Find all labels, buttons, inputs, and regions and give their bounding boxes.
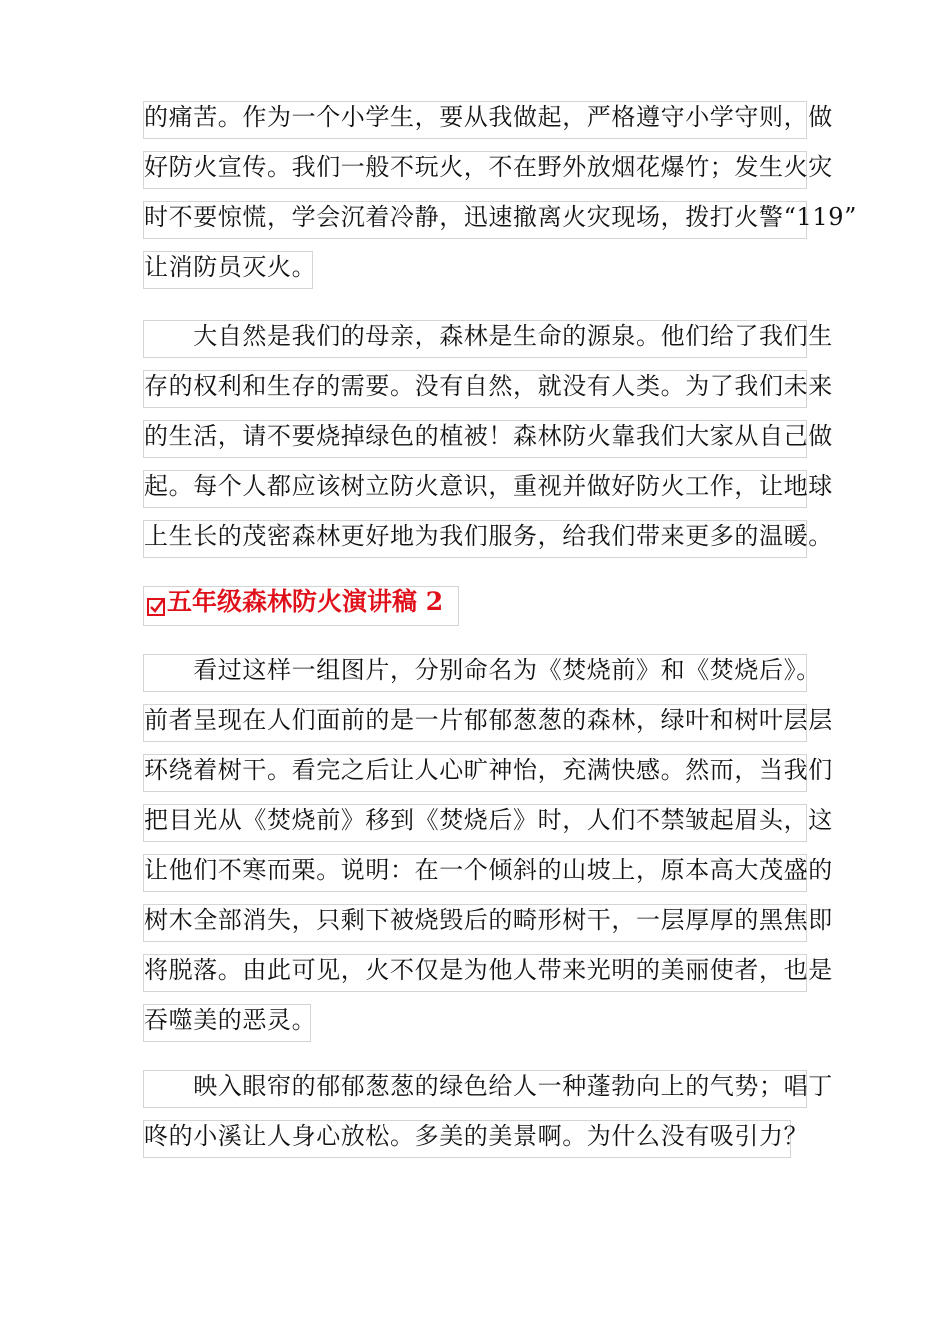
text-line xyxy=(143,320,833,358)
text-line-content: 的生活，请不要烧掉绿色的植被！森林防火靠我们大家从自己做 xyxy=(144,422,833,450)
text-line xyxy=(143,954,833,992)
section-heading-text: 五年级森林防火演讲稿 2 xyxy=(167,587,444,616)
text-line-content: 树木全部消失，只剩下被烧毁后的畸形树干，一层厚厚的黑焦即 xyxy=(144,906,833,934)
text-line-content: 吞噬美的恶灵。 xyxy=(144,1006,317,1034)
text-line-content: 的痛苦。作为一个小学生，要从我做起，严格遵守小学守则，做 xyxy=(144,103,833,131)
text-line xyxy=(143,420,833,458)
section-heading xyxy=(143,586,459,626)
text-line xyxy=(143,904,833,942)
text-line-content: 好防火宣传。我们一般不玩火，不在野外放烟花爆竹；发生火灾 xyxy=(144,153,833,181)
text-line xyxy=(143,1004,317,1042)
text-line-content: 让消防员灭火。 xyxy=(144,253,317,281)
text-line-content: 看过这样一组图片，分别命名为《焚烧前》和《焚烧后》。 xyxy=(144,656,821,684)
text-line-content: 时不要惊慌，学会沉着冷静，迅速撤离火灾现场，拨打火警“119” xyxy=(144,203,857,231)
text-line xyxy=(143,654,821,692)
checkbox-checked-icon xyxy=(147,598,165,616)
text-line xyxy=(143,470,833,508)
text-line-content: 将脱落。由此可见，火不仅是为他人带来光明的美丽使者，也是 xyxy=(144,956,833,984)
text-line xyxy=(143,251,317,289)
text-line xyxy=(143,754,833,792)
text-line xyxy=(143,1120,809,1158)
text-line-content: 起。每个人都应该树立防火意识，重视并做好防火工作，让地球 xyxy=(144,472,833,500)
text-line-content: 前者呈现在人们面前的是一片郁郁葱葱的森林，绿叶和树叶层层 xyxy=(144,706,833,734)
text-line-content: 让他们不寒而栗。说明：在一个倾斜的山坡上，原本高大茂盛的 xyxy=(144,856,833,884)
text-line xyxy=(143,1070,833,1108)
text-line-content: 把目光从《焚烧前》移到《焚烧后》时，人们不禁皱起眉头，这 xyxy=(144,806,833,834)
text-line xyxy=(143,520,833,558)
text-line xyxy=(143,854,833,892)
text-line xyxy=(143,704,833,742)
text-line xyxy=(143,151,833,189)
text-line-content: 咚的小溪让人身心放松。多美的美景啊。为什么没有吸引力？ xyxy=(144,1122,809,1150)
text-line-content: 映入眼帘的郁郁葱葱的绿色给人一种蓬勃向上的气势；唱丁 xyxy=(144,1072,833,1100)
text-line xyxy=(143,804,833,842)
text-line xyxy=(143,201,857,239)
text-line xyxy=(143,370,833,408)
text-line-content: 环绕着树干。看完之后让人心旷神怡，充满快感。然而，当我们 xyxy=(144,756,833,784)
text-line-content: 存的权利和生存的需要。没有自然，就没有人类。为了我们未来 xyxy=(144,372,833,400)
text-line xyxy=(143,101,833,139)
text-line-content: 大自然是我们的母亲，森林是生命的源泉。他们给了我们生 xyxy=(144,322,833,350)
text-line-content: 上生长的茂密森林更好地为我们服务，给我们带来更多的温暖。 xyxy=(144,522,833,550)
